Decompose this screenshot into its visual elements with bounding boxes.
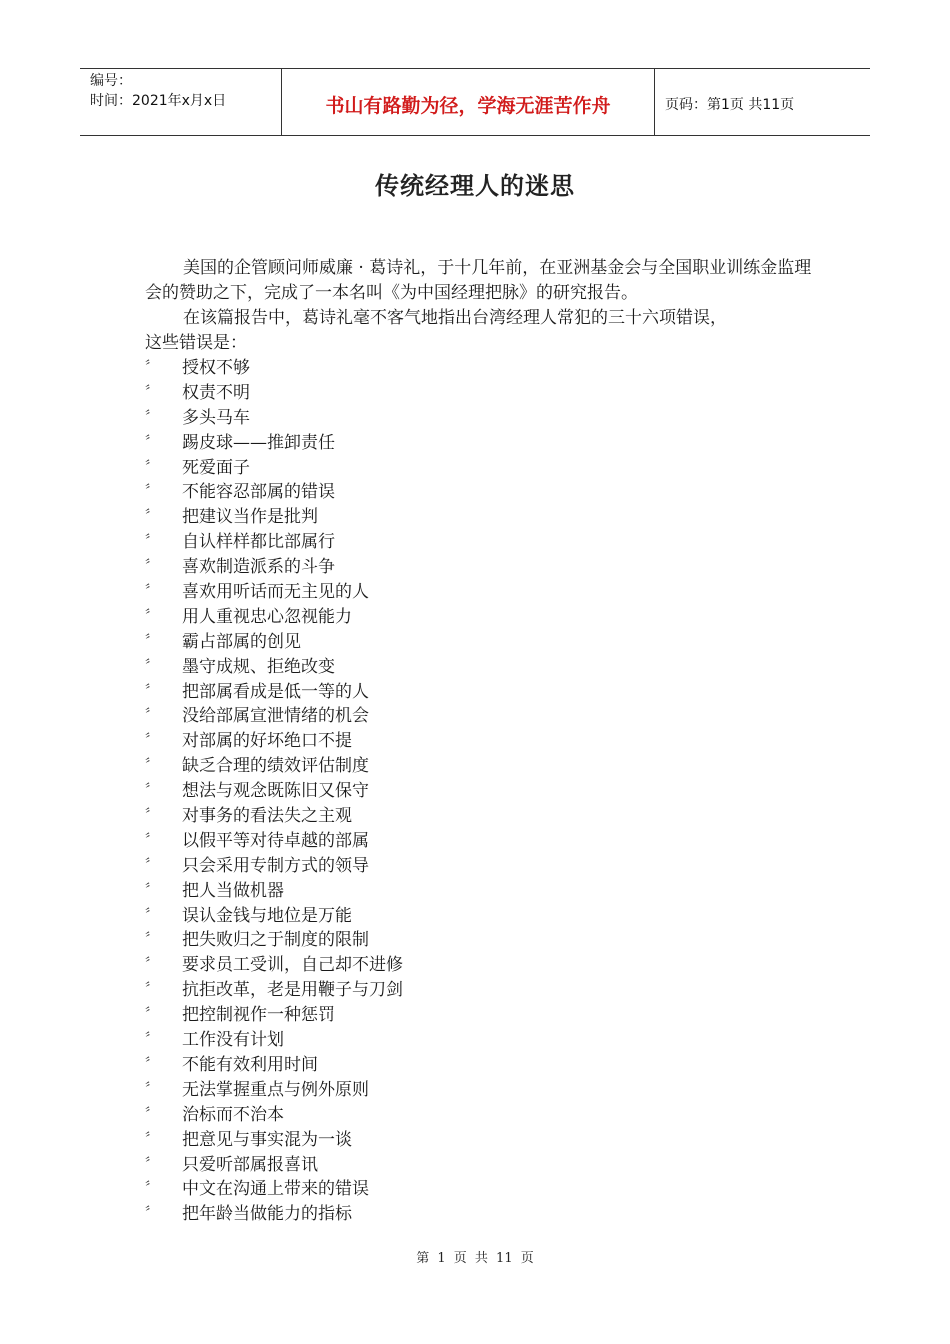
- list-item: [145, 779, 825, 804]
- error-item-text: 用人重视忠心忽视能力: [182, 606, 352, 627]
- error-item-text: 墨守成规、拒绝改变: [182, 656, 335, 677]
- error-item-text: 只会采用专制方式的领导: [182, 855, 369, 876]
- bullet-mark-icon: 〞: [145, 384, 159, 400]
- bullet-mark-icon: 〞: [145, 733, 159, 749]
- bullet-mark-icon: 〞: [145, 957, 159, 973]
- bullet-mark-icon: 〞: [145, 409, 159, 425]
- error-item-text: 不能容忍部属的错误: [182, 482, 335, 503]
- bullet-mark-icon: 〞: [145, 1156, 159, 1172]
- error-item-text: 没给部属宣泄情绪的机会: [182, 706, 369, 727]
- document-date: 时间：2021年x月x日: [90, 93, 227, 109]
- error-item-text: 把人当做机器: [182, 880, 284, 901]
- list-item: [145, 555, 825, 580]
- list-item: [145, 1153, 825, 1178]
- bullet-mark-icon: 〞: [145, 907, 159, 923]
- bullet-mark-icon: 〞: [145, 360, 159, 375]
- list-item: [145, 879, 825, 904]
- error-item-text: 把建议当作是批判: [182, 507, 318, 528]
- document-number-label: 编号：: [90, 73, 132, 89]
- list-item: [145, 381, 825, 406]
- intro-paragraph: 美国的企管顾问师威廉 · 葛诗礼，于十几年前，在亚洲基金会与全国职业训练金监理会的赞助之下，完成了一本名叫《为中国经理把脉》的研究报告。: [145, 258, 812, 303]
- bullet-mark-icon: 〞: [145, 932, 159, 948]
- bullet-mark-icon: 〞: [145, 1106, 159, 1122]
- bullet-mark-icon: 〞: [145, 633, 159, 649]
- list-item: [145, 505, 825, 530]
- bullet-mark-icon: 〞: [145, 808, 159, 824]
- list-item: [145, 829, 825, 854]
- list-item: [145, 356, 825, 381]
- error-item-text: 无法掌握重点与例外原则: [182, 1079, 369, 1100]
- bullet-mark-icon: 〞: [145, 1131, 159, 1147]
- bullet-mark-icon: 〞: [145, 857, 159, 873]
- bullet-mark-icon: 〞: [145, 559, 159, 575]
- error-item-text: 踢皮球——推卸责任: [182, 432, 335, 453]
- error-item-text: 想法与观念既陈旧又保守: [182, 781, 369, 802]
- list-item: [145, 754, 825, 779]
- header-motto: 书山有路勤为径，学海无涯苦作舟: [282, 69, 655, 135]
- page-header: [80, 68, 870, 136]
- error-item-text: 喜欢用听话而无主见的人: [182, 582, 369, 603]
- bullet-mark-icon: 〞: [145, 484, 159, 500]
- error-item-text: 只爱听部属报喜讯: [182, 1154, 318, 1175]
- error-item-text: 把年龄当做能力的指标: [182, 1204, 352, 1225]
- error-item-text: 对事务的看法失之主观: [182, 806, 352, 827]
- list-item: [145, 1103, 825, 1128]
- header-page-info: 页码：第1页 共11页: [665, 97, 795, 113]
- error-list: [145, 356, 825, 1227]
- bullet-mark-icon: 〞: [145, 608, 159, 624]
- error-item-text: 授权不够: [182, 358, 250, 378]
- error-item-text: 多头马车: [182, 407, 250, 428]
- bullet-mark-icon: 〞: [145, 982, 159, 998]
- bullet-mark-icon: 〞: [145, 1081, 159, 1097]
- list-item: [145, 928, 825, 953]
- error-item-text: 把失败归之于制度的限制: [182, 930, 369, 951]
- list-item: [145, 480, 825, 505]
- error-item-text: 中文在沟通上带来的错误: [182, 1179, 369, 1200]
- list-item: [145, 1078, 825, 1103]
- error-item-text: 把部属看成是低一等的人: [182, 681, 369, 702]
- list-item: [145, 605, 825, 630]
- list-intro: 这些错误是：: [145, 333, 247, 353]
- bullet-mark-icon: 〞: [145, 882, 159, 898]
- list-item: [145, 1177, 825, 1202]
- bullet-mark-icon: 〞: [145, 434, 159, 450]
- list-item: [145, 804, 825, 829]
- list-item: [145, 1053, 825, 1078]
- list-item: [145, 630, 825, 655]
- list-item: [145, 456, 825, 481]
- error-item-text: 治标而不治本: [182, 1104, 284, 1125]
- bullet-mark-icon: 〞: [145, 1181, 159, 1197]
- error-item-text: 霸占部属的创见: [182, 631, 301, 652]
- list-item: [145, 530, 825, 555]
- bullet-mark-icon: 〞: [145, 459, 159, 475]
- list-item: [145, 580, 825, 605]
- bullet-mark-icon: 〞: [145, 509, 159, 525]
- document-title: 传统经理人的迷思: [375, 172, 575, 200]
- bullet-mark-icon: 〞: [145, 1032, 159, 1048]
- error-item-text: 以假平等对待卓越的部属: [182, 830, 369, 851]
- bullet-mark-icon: 〞: [145, 708, 159, 724]
- list-item: [145, 655, 825, 680]
- error-item-text: 要求员工受训，自己却不进修: [182, 955, 403, 976]
- list-item: [145, 680, 825, 705]
- bullet-mark-icon: 〞: [145, 758, 159, 774]
- list-item: [145, 729, 825, 754]
- error-item-text: 抗拒改革，老是用鞭子与刀剑: [182, 980, 403, 1001]
- list-item: [145, 1028, 825, 1053]
- error-item-text: 把意见与事实混为一谈: [182, 1129, 352, 1150]
- bullet-mark-icon: 〞: [145, 1056, 159, 1072]
- bullet-mark-icon: 〞: [145, 1206, 159, 1222]
- list-item: [145, 904, 825, 929]
- error-item-text: 工作没有计划: [182, 1030, 284, 1051]
- list-item: [145, 406, 825, 431]
- error-item-text: 把控制视作一种惩罚: [182, 1005, 335, 1026]
- error-item-text: 自认样样都比部属行: [182, 532, 335, 553]
- error-item-text: 喜欢制造派系的斗争: [182, 557, 335, 578]
- bullet-mark-icon: 〞: [145, 832, 159, 848]
- bullet-mark-icon: 〞: [145, 534, 159, 550]
- list-item: [145, 1003, 825, 1028]
- list-item: [145, 431, 825, 456]
- error-item-text: 缺乏合理的绩效评估制度: [182, 756, 369, 777]
- report-paragraph: 在该篇报告中，葛诗礼毫不客气地指出台湾经理人常犯的三十六项错误，: [183, 308, 727, 328]
- error-item-text: 对部属的好坏绝口不提: [182, 731, 352, 752]
- error-item-text: 不能有效利用时间: [182, 1054, 318, 1075]
- error-item-text: 死爱面子: [182, 457, 250, 478]
- list-item: [145, 953, 825, 978]
- bullet-mark-icon: 〞: [145, 783, 159, 799]
- list-item: [145, 1128, 825, 1153]
- list-item: [145, 704, 825, 729]
- error-item-text: 误认金钱与地位是万能: [182, 905, 352, 926]
- page-footer: 第 1 页 共 11 页: [416, 1251, 534, 1266]
- list-item: [145, 1202, 825, 1227]
- list-item: [145, 854, 825, 879]
- error-item-text: 权责不明: [182, 382, 250, 403]
- document-body: [145, 256, 825, 1227]
- bullet-mark-icon: 〞: [145, 683, 159, 699]
- list-item: [145, 978, 825, 1003]
- header-meta: [80, 69, 282, 135]
- bullet-mark-icon: 〞: [145, 658, 159, 674]
- bullet-mark-icon: 〞: [145, 584, 159, 600]
- bullet-mark-icon: 〞: [145, 1007, 159, 1023]
